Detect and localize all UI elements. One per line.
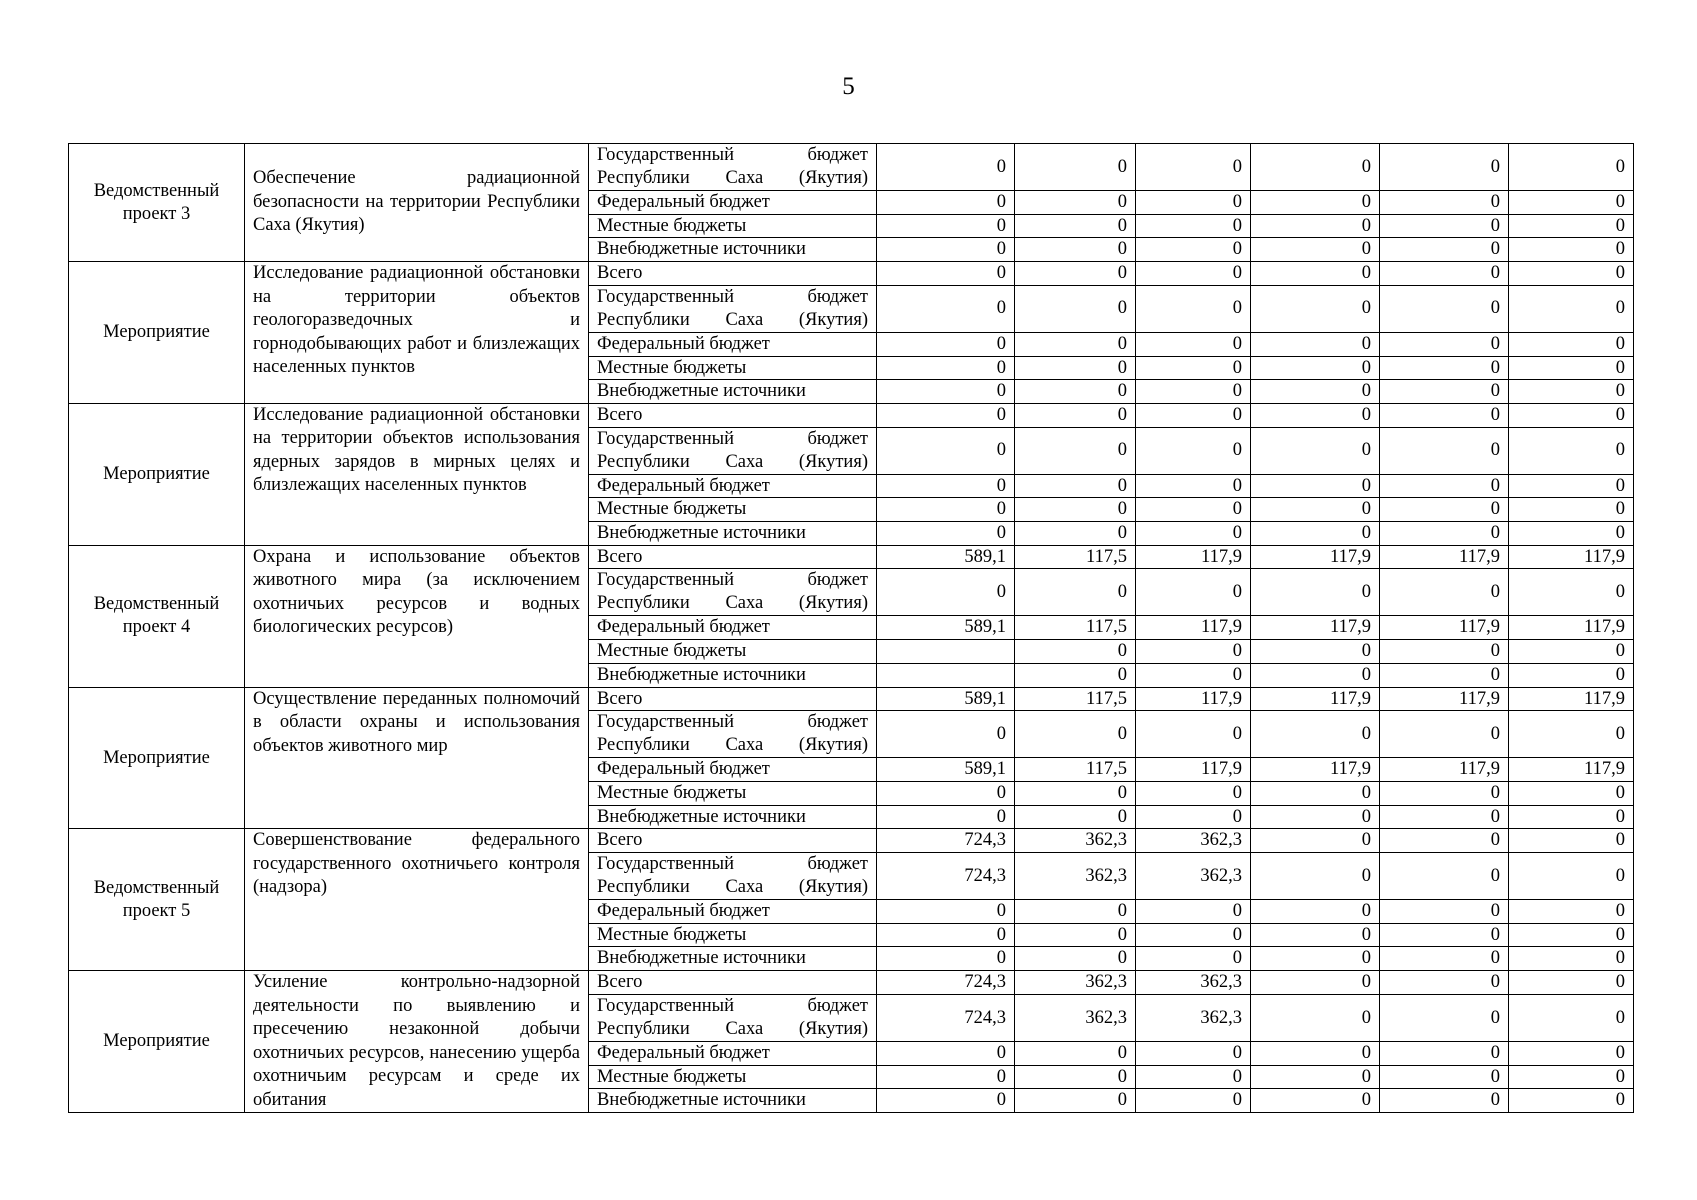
amount-cell: 0 bbox=[877, 403, 1015, 427]
amount-cell: 0 bbox=[1509, 1089, 1634, 1113]
amount-cell: 0 bbox=[1380, 356, 1509, 380]
amount-cell: 0 bbox=[1015, 522, 1136, 546]
amount-cell: 0 bbox=[877, 923, 1015, 947]
amount-cell: 0 bbox=[1380, 332, 1509, 356]
amount-cell: 0 bbox=[1136, 1065, 1251, 1089]
amount-cell: 0 bbox=[1380, 285, 1509, 332]
amount-cell: 0 bbox=[1251, 332, 1380, 356]
amount-cell: 0 bbox=[877, 947, 1015, 971]
section-description-cell: Обеспечение радиационной безопасности на территории Республики Саха (Якутия) bbox=[245, 144, 589, 262]
section-description-cell: Осуществление переданных полномочий в области охраны и использования объектов животного мир bbox=[245, 687, 589, 829]
amount-cell: 0 bbox=[1251, 238, 1380, 262]
table-row bbox=[69, 403, 1634, 427]
amount-cell: 117,9 bbox=[1251, 758, 1380, 782]
amount-cell: 0 bbox=[1136, 1041, 1251, 1065]
amount-cell: 0 bbox=[877, 781, 1015, 805]
section-description-cell: Охрана и использование объектов животного мира (за исключением охотничьих ресурсов и водных биологических ресурсов) bbox=[245, 545, 589, 687]
funding-source-cell: Государственный бюджет Республики Саха (Якутия) bbox=[589, 994, 877, 1041]
amount-cell: 362,3 bbox=[1015, 971, 1136, 995]
amount-cell: 0 bbox=[1509, 569, 1634, 616]
amount-cell: 117,9 bbox=[1509, 758, 1634, 782]
amount-cell: 0 bbox=[1015, 262, 1136, 286]
amount-cell: 117,9 bbox=[1136, 758, 1251, 782]
amount-cell: 0 bbox=[1015, 781, 1136, 805]
amount-cell: 0 bbox=[1251, 1089, 1380, 1113]
funding-source-cell: Федеральный бюджет bbox=[589, 616, 877, 640]
amount-cell: 0 bbox=[1136, 262, 1251, 286]
amount-cell: 0 bbox=[1251, 522, 1380, 546]
amount-cell: 0 bbox=[1015, 214, 1136, 238]
amount-cell: 0 bbox=[877, 356, 1015, 380]
amount-cell: 0 bbox=[1509, 640, 1634, 664]
amount-cell: 0 bbox=[1509, 994, 1634, 1041]
amount-cell: 0 bbox=[1251, 474, 1380, 498]
funding-source-cell: Местные бюджеты bbox=[589, 498, 877, 522]
section-description-cell: Исследование радиационной обстановки на территории объектов использования ядерных зарядов в мирных целях и близлежащих населенных пунктов bbox=[245, 403, 589, 545]
amount-cell: 362,3 bbox=[1136, 971, 1251, 995]
amount-cell: 0 bbox=[1136, 238, 1251, 262]
funding-source-cell: Федеральный бюджет bbox=[589, 191, 877, 215]
amount-cell: 724,3 bbox=[877, 853, 1015, 900]
amount-cell: 117,9 bbox=[1380, 687, 1509, 711]
amount-cell: 0 bbox=[1380, 711, 1509, 758]
amount-cell: 0 bbox=[1015, 947, 1136, 971]
funding-source-cell: Местные бюджеты bbox=[589, 640, 877, 664]
amount-cell: 0 bbox=[1015, 238, 1136, 262]
amount-cell: 0 bbox=[877, 711, 1015, 758]
amount-cell: 0 bbox=[1136, 522, 1251, 546]
amount-cell: 117,5 bbox=[1015, 687, 1136, 711]
amount-cell: 0 bbox=[1251, 947, 1380, 971]
amount-cell: 0 bbox=[1251, 144, 1380, 191]
amount-cell: 0 bbox=[1251, 994, 1380, 1041]
amount-cell: 117,9 bbox=[1380, 545, 1509, 569]
amount-cell: 0 bbox=[1380, 640, 1509, 664]
amount-cell: 0 bbox=[1509, 711, 1634, 758]
budget-table bbox=[68, 143, 1634, 1113]
amount-cell: 0 bbox=[1015, 900, 1136, 924]
amount-cell: 0 bbox=[1380, 947, 1509, 971]
table-row bbox=[69, 144, 1634, 191]
amount-cell: 0 bbox=[1015, 1065, 1136, 1089]
funding-source-cell: Государственный бюджет Республики Саха (Якутия) bbox=[589, 853, 877, 900]
amount-cell: 117,5 bbox=[1015, 545, 1136, 569]
section-type-cell: Ведомственный проект 4 bbox=[69, 545, 245, 687]
amount-cell: 117,9 bbox=[1251, 687, 1380, 711]
amount-cell: 0 bbox=[1251, 285, 1380, 332]
amount-cell: 0 bbox=[1251, 900, 1380, 924]
amount-cell: 0 bbox=[1136, 923, 1251, 947]
amount-cell: 362,3 bbox=[1015, 853, 1136, 900]
amount-cell: 0 bbox=[877, 427, 1015, 474]
funding-source-cell: Местные бюджеты bbox=[589, 781, 877, 805]
amount-cell: 362,3 bbox=[1136, 994, 1251, 1041]
funding-source-cell: Местные бюджеты bbox=[589, 1065, 877, 1089]
funding-source-cell: Всего bbox=[589, 545, 877, 569]
amount-cell: 0 bbox=[1015, 711, 1136, 758]
amount-cell: 0 bbox=[1380, 427, 1509, 474]
amount-cell: 0 bbox=[1509, 262, 1634, 286]
amount-cell: 0 bbox=[1380, 900, 1509, 924]
amount-cell: 589,1 bbox=[877, 616, 1015, 640]
amount-cell: 0 bbox=[877, 498, 1015, 522]
funding-source-cell: Местные бюджеты bbox=[589, 923, 877, 947]
amount-cell: 0 bbox=[1509, 427, 1634, 474]
amount-cell: 0 bbox=[877, 262, 1015, 286]
amount-cell: 0 bbox=[1015, 569, 1136, 616]
section-description-cell: Усиление контрольно-надзорной деятельности по выявлению и пресечению незаконной добычи охотничьих ресурсов, нанесению ущерба охотничьим ресурсам и среде их обитания bbox=[245, 971, 589, 1113]
amount-cell: 0 bbox=[1509, 1065, 1634, 1089]
amount-cell: 0 bbox=[877, 900, 1015, 924]
amount-cell: 0 bbox=[1136, 214, 1251, 238]
funding-source-cell: Всего bbox=[589, 262, 877, 286]
funding-source-cell: Государственный бюджет Республики Саха (Якутия) bbox=[589, 569, 877, 616]
amount-cell: 0 bbox=[1251, 498, 1380, 522]
funding-source-cell: Внебюджетные источники bbox=[589, 1089, 877, 1113]
amount-cell: 0 bbox=[1251, 427, 1380, 474]
amount-cell: 0 bbox=[1136, 947, 1251, 971]
funding-source-cell: Местные бюджеты bbox=[589, 214, 877, 238]
amount-cell: 117,9 bbox=[1380, 616, 1509, 640]
funding-source-cell: Федеральный бюджет bbox=[589, 474, 877, 498]
amount-cell: 0 bbox=[1136, 498, 1251, 522]
amount-cell: 362,3 bbox=[1015, 994, 1136, 1041]
amount-cell: 0 bbox=[877, 522, 1015, 546]
amount-cell: 589,1 bbox=[877, 758, 1015, 782]
amount-cell: 0 bbox=[1136, 356, 1251, 380]
amount-cell: 362,3 bbox=[1136, 829, 1251, 853]
amount-cell: 0 bbox=[1380, 663, 1509, 687]
amount-cell: 0 bbox=[877, 332, 1015, 356]
amount-cell: 0 bbox=[1509, 923, 1634, 947]
amount-cell: 0 bbox=[1380, 971, 1509, 995]
amount-cell bbox=[877, 663, 1015, 687]
table-row bbox=[69, 545, 1634, 569]
amount-cell: 0 bbox=[1136, 569, 1251, 616]
amount-cell: 0 bbox=[1015, 332, 1136, 356]
amount-cell: 117,9 bbox=[1136, 616, 1251, 640]
amount-cell: 0 bbox=[1015, 144, 1136, 191]
amount-cell: 0 bbox=[1136, 711, 1251, 758]
funding-source-cell: Федеральный бюджет bbox=[589, 332, 877, 356]
amount-cell: 0 bbox=[1380, 474, 1509, 498]
amount-cell: 0 bbox=[1251, 781, 1380, 805]
amount-cell: 0 bbox=[877, 1089, 1015, 1113]
amount-cell: 117,9 bbox=[1251, 545, 1380, 569]
amount-cell: 0 bbox=[1380, 403, 1509, 427]
funding-source-cell: Федеральный бюджет bbox=[589, 758, 877, 782]
funding-source-cell: Внебюджетные источники bbox=[589, 805, 877, 829]
amount-cell bbox=[877, 640, 1015, 664]
amount-cell: 0 bbox=[1136, 380, 1251, 404]
amount-cell: 589,1 bbox=[877, 545, 1015, 569]
funding-source-cell: Всего bbox=[589, 687, 877, 711]
funding-source-cell: Федеральный бюджет bbox=[589, 900, 877, 924]
section-description-cell: Исследование радиационной обстановки на территории объектов геологоразведочных и горнодобывающих работ и близлежащих населенных пунктов bbox=[245, 262, 589, 404]
amount-cell: 724,3 bbox=[877, 829, 1015, 853]
funding-source-cell: Местные бюджеты bbox=[589, 356, 877, 380]
amount-cell: 0 bbox=[1015, 191, 1136, 215]
amount-cell: 0 bbox=[877, 474, 1015, 498]
amount-cell: 0 bbox=[877, 238, 1015, 262]
amount-cell: 0 bbox=[1136, 663, 1251, 687]
amount-cell: 0 bbox=[1015, 498, 1136, 522]
amount-cell: 0 bbox=[1509, 947, 1634, 971]
amount-cell: 117,9 bbox=[1251, 616, 1380, 640]
amount-cell: 0 bbox=[1251, 1041, 1380, 1065]
section-type-cell: Ведомственный проект 3 bbox=[69, 144, 245, 262]
amount-cell: 0 bbox=[1509, 403, 1634, 427]
amount-cell: 0 bbox=[1380, 569, 1509, 616]
budget-table-body bbox=[69, 144, 1634, 1113]
amount-cell: 0 bbox=[1380, 1089, 1509, 1113]
amount-cell: 589,1 bbox=[877, 687, 1015, 711]
amount-cell: 0 bbox=[877, 1065, 1015, 1089]
amount-cell: 0 bbox=[1509, 191, 1634, 215]
amount-cell: 0 bbox=[1509, 498, 1634, 522]
funding-source-cell: Внебюджетные источники bbox=[589, 238, 877, 262]
amount-cell: 0 bbox=[1015, 285, 1136, 332]
amount-cell: 0 bbox=[1509, 971, 1634, 995]
amount-cell: 0 bbox=[1251, 663, 1380, 687]
page-number: 5 bbox=[842, 73, 855, 100]
amount-cell: 117,9 bbox=[1509, 687, 1634, 711]
funding-source-cell: Государственный бюджет Республики Саха (Якутия) bbox=[589, 285, 877, 332]
amount-cell: 0 bbox=[1136, 781, 1251, 805]
funding-source-cell: Государственный бюджет Республики Саха (Якутия) bbox=[589, 144, 877, 191]
amount-cell: 0 bbox=[1380, 994, 1509, 1041]
amount-cell: 0 bbox=[1509, 663, 1634, 687]
amount-cell: 0 bbox=[877, 805, 1015, 829]
amount-cell: 724,3 bbox=[877, 971, 1015, 995]
amount-cell: 0 bbox=[1509, 214, 1634, 238]
amount-cell: 0 bbox=[1509, 144, 1634, 191]
funding-source-cell: Государственный бюджет Республики Саха (Якутия) bbox=[589, 427, 877, 474]
amount-cell: 0 bbox=[1251, 569, 1380, 616]
amount-cell: 117,9 bbox=[1136, 687, 1251, 711]
amount-cell: 0 bbox=[1380, 781, 1509, 805]
amount-cell: 117,9 bbox=[1509, 616, 1634, 640]
amount-cell: 0 bbox=[877, 380, 1015, 404]
table-row bbox=[69, 687, 1634, 711]
amount-cell: 0 bbox=[1015, 640, 1136, 664]
funding-source-cell: Внебюджетные источники bbox=[589, 947, 877, 971]
amount-cell: 0 bbox=[1509, 238, 1634, 262]
amount-cell: 117,5 bbox=[1015, 758, 1136, 782]
amount-cell: 0 bbox=[1509, 829, 1634, 853]
table-row bbox=[69, 971, 1634, 995]
amount-cell: 0 bbox=[1136, 1089, 1251, 1113]
section-type-cell: Ведомственный проект 5 bbox=[69, 829, 245, 971]
amount-cell: 0 bbox=[1015, 403, 1136, 427]
amount-cell: 0 bbox=[877, 285, 1015, 332]
amount-cell: 0 bbox=[1380, 853, 1509, 900]
amount-cell: 0 bbox=[1015, 427, 1136, 474]
section-type-cell: Мероприятие bbox=[69, 971, 245, 1113]
amount-cell: 0 bbox=[1251, 640, 1380, 664]
amount-cell: 0 bbox=[1251, 262, 1380, 286]
amount-cell: 0 bbox=[1509, 781, 1634, 805]
amount-cell: 0 bbox=[1251, 403, 1380, 427]
amount-cell: 0 bbox=[1251, 380, 1380, 404]
funding-source-cell: Федеральный бюджет bbox=[589, 1041, 877, 1065]
amount-cell: 0 bbox=[1380, 805, 1509, 829]
amount-cell: 362,3 bbox=[1136, 853, 1251, 900]
amount-cell: 0 bbox=[877, 214, 1015, 238]
amount-cell: 0 bbox=[1380, 380, 1509, 404]
amount-cell: 0 bbox=[1251, 923, 1380, 947]
amount-cell: 0 bbox=[1015, 356, 1136, 380]
funding-source-cell: Всего bbox=[589, 403, 877, 427]
amount-cell: 0 bbox=[1509, 900, 1634, 924]
amount-cell: 0 bbox=[1136, 805, 1251, 829]
amount-cell: 0 bbox=[1380, 829, 1509, 853]
amount-cell: 0 bbox=[1380, 1065, 1509, 1089]
funding-source-cell: Внебюджетные источники bbox=[589, 663, 877, 687]
amount-cell: 0 bbox=[1509, 285, 1634, 332]
amount-cell: 0 bbox=[1015, 474, 1136, 498]
amount-cell: 0 bbox=[1251, 356, 1380, 380]
amount-cell: 724,3 bbox=[877, 994, 1015, 1041]
amount-cell: 0 bbox=[1380, 1041, 1509, 1065]
amount-cell: 0 bbox=[1136, 427, 1251, 474]
funding-source-cell: Всего bbox=[589, 971, 877, 995]
amount-cell: 117,9 bbox=[1136, 545, 1251, 569]
amount-cell: 0 bbox=[1136, 191, 1251, 215]
amount-cell: 0 bbox=[1509, 332, 1634, 356]
amount-cell: 0 bbox=[1015, 380, 1136, 404]
amount-cell: 0 bbox=[1380, 144, 1509, 191]
funding-source-cell: Всего bbox=[589, 829, 877, 853]
amount-cell: 117,9 bbox=[1380, 758, 1509, 782]
amount-cell: 117,9 bbox=[1509, 545, 1634, 569]
amount-cell: 0 bbox=[1509, 474, 1634, 498]
amount-cell: 0 bbox=[1015, 1041, 1136, 1065]
amount-cell: 117,5 bbox=[1015, 616, 1136, 640]
amount-cell: 0 bbox=[1251, 191, 1380, 215]
amount-cell: 0 bbox=[1509, 356, 1634, 380]
amount-cell: 0 bbox=[1380, 214, 1509, 238]
amount-cell: 0 bbox=[1509, 380, 1634, 404]
section-type-cell: Мероприятие bbox=[69, 262, 245, 404]
funding-source-cell: Внебюджетные источники bbox=[589, 522, 877, 546]
amount-cell: 0 bbox=[1380, 191, 1509, 215]
amount-cell: 0 bbox=[1380, 522, 1509, 546]
funding-source-cell: Государственный бюджет Республики Саха (Якутия) bbox=[589, 711, 877, 758]
amount-cell: 0 bbox=[1251, 1065, 1380, 1089]
amount-cell: 0 bbox=[1136, 285, 1251, 332]
amount-cell: 0 bbox=[877, 144, 1015, 191]
table-row bbox=[69, 829, 1634, 853]
amount-cell: 0 bbox=[1136, 144, 1251, 191]
amount-cell: 0 bbox=[1380, 923, 1509, 947]
table-row bbox=[69, 262, 1634, 286]
amount-cell: 0 bbox=[877, 191, 1015, 215]
amount-cell: 0 bbox=[1509, 1041, 1634, 1065]
amount-cell: 0 bbox=[877, 1041, 1015, 1065]
amount-cell: 0 bbox=[1251, 853, 1380, 900]
amount-cell: 0 bbox=[1136, 640, 1251, 664]
amount-cell: 0 bbox=[1380, 498, 1509, 522]
amount-cell: 0 bbox=[1251, 971, 1380, 995]
amount-cell: 0 bbox=[1509, 522, 1634, 546]
amount-cell: 0 bbox=[1251, 805, 1380, 829]
amount-cell: 0 bbox=[1380, 262, 1509, 286]
amount-cell: 362,3 bbox=[1015, 829, 1136, 853]
amount-cell: 0 bbox=[1015, 805, 1136, 829]
amount-cell: 0 bbox=[1509, 805, 1634, 829]
amount-cell: 0 bbox=[1251, 711, 1380, 758]
amount-cell: 0 bbox=[1136, 900, 1251, 924]
amount-cell: 0 bbox=[877, 569, 1015, 616]
amount-cell: 0 bbox=[1015, 923, 1136, 947]
amount-cell: 0 bbox=[1380, 238, 1509, 262]
amount-cell: 0 bbox=[1015, 1089, 1136, 1113]
amount-cell: 0 bbox=[1136, 332, 1251, 356]
funding-source-cell: Внебюджетные источники bbox=[589, 380, 877, 404]
amount-cell: 0 bbox=[1251, 214, 1380, 238]
amount-cell: 0 bbox=[1136, 474, 1251, 498]
section-type-cell: Мероприятие bbox=[69, 687, 245, 829]
section-description-cell: Совершенствование федерального государственного охотничьего контроля (надзора) bbox=[245, 829, 589, 971]
amount-cell: 0 bbox=[1015, 663, 1136, 687]
amount-cell: 0 bbox=[1251, 829, 1380, 853]
section-type-cell: Мероприятие bbox=[69, 403, 245, 545]
amount-cell: 0 bbox=[1509, 853, 1634, 900]
amount-cell: 0 bbox=[1136, 403, 1251, 427]
